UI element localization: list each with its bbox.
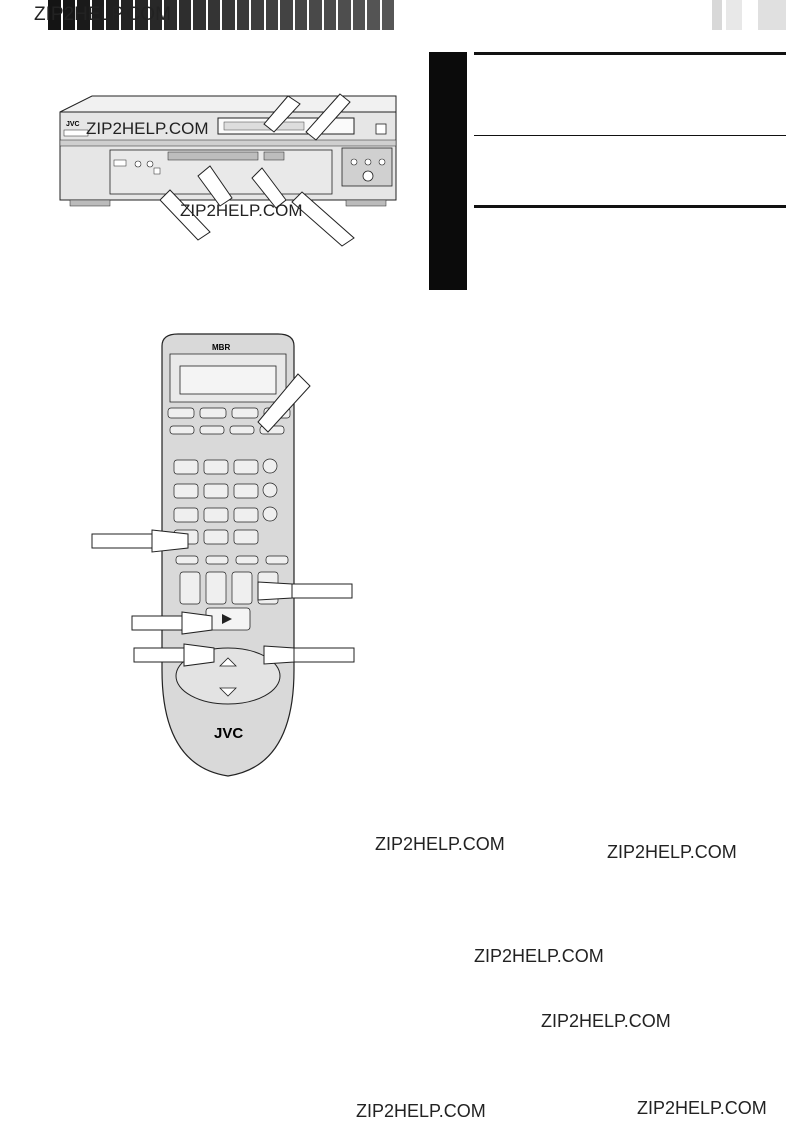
vcr-watermark-bottom: ZIP2HELP.COM [180, 201, 303, 220]
watermark-3: ZIP2HELP.COM [474, 946, 604, 966]
remote-button [236, 556, 258, 564]
remote-button [200, 426, 224, 434]
remote-button [170, 426, 194, 434]
remote-button [204, 460, 228, 474]
header-stripe [266, 0, 281, 30]
header-stripe [208, 0, 223, 30]
header-stripe [295, 0, 310, 30]
remote-button [204, 484, 228, 498]
watermark-4: ZIP2HELP.COM [541, 1011, 671, 1031]
remote-button [234, 484, 258, 498]
remote-round-button [263, 483, 277, 497]
header-stripe [280, 0, 295, 30]
remote-button [204, 530, 228, 544]
remote-button [206, 556, 228, 564]
remote-button [174, 484, 198, 498]
header-stripe [251, 0, 266, 30]
remote-button [234, 460, 258, 474]
remote-top-label: MBR [212, 343, 231, 352]
remote-button [232, 572, 252, 604]
header-watermark: ZIP2HELP.COM [34, 4, 171, 25]
remote-button [168, 408, 194, 418]
header-stripe [324, 0, 339, 30]
remote-button [174, 460, 198, 474]
remote-button [232, 408, 258, 418]
watermark-2: ZIP2HELP.COM [607, 842, 737, 862]
watermark-6: ZIP2HELP.COM [637, 1098, 767, 1118]
header-stripe [222, 0, 237, 30]
remote-button [234, 508, 258, 522]
vcr-brand: JVC [66, 121, 80, 128]
header-stripe [237, 0, 252, 30]
remote-round-button [263, 507, 277, 521]
rule-bottom [474, 205, 786, 208]
remote-button [200, 408, 226, 418]
remote-button [204, 508, 228, 522]
remote-button [234, 530, 258, 544]
header-stripe [309, 0, 324, 30]
section-tab-black [429, 52, 467, 290]
header-stripe [353, 0, 368, 30]
header-stripe [382, 0, 397, 30]
remote-button [230, 426, 254, 434]
remote-button [206, 572, 226, 604]
corner-tabs [712, 0, 786, 30]
remote-round-button [263, 459, 277, 473]
remote-brand: JVC [214, 725, 244, 742]
vcr-watermark-top: ZIP2HELP.COM [86, 119, 209, 138]
header-stripe [179, 0, 194, 30]
remote-button [176, 556, 198, 564]
rule-top [474, 52, 786, 55]
remote-illustration [88, 330, 360, 782]
remote-button [180, 572, 200, 604]
watermark-1: ZIP2HELP.COM [375, 834, 505, 854]
header-stripe [193, 0, 208, 30]
header-stripe [367, 0, 382, 30]
header-stripe [338, 0, 353, 30]
vcr-illustration [50, 88, 410, 258]
rule-middle [474, 135, 786, 136]
watermark-5: ZIP2HELP.COM [356, 1101, 486, 1121]
remote-button [266, 556, 288, 564]
remote-button [174, 508, 198, 522]
